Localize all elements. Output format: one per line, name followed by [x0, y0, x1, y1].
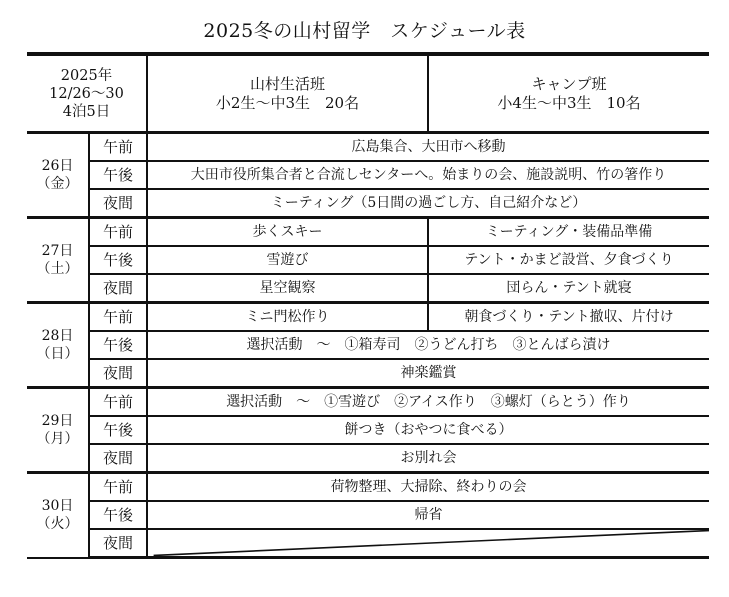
group-b-header [428, 54, 709, 133]
nights-days-label: 4泊5日 [62, 103, 111, 120]
activity-cell: ミーティング（5日間の過ごし方、自己紹介など） [147, 189, 709, 218]
day-date: 26日 [41, 158, 74, 174]
day-weekday: （日） [36, 346, 79, 362]
table-row [27, 529, 709, 558]
table-row [27, 303, 709, 332]
header-row [27, 54, 709, 133]
day-cell-26 [27, 133, 89, 218]
day-cell-28 [27, 303, 89, 388]
date-range-label: 12/26～30 [49, 85, 124, 102]
period-cell: 夜間 [89, 189, 147, 218]
table-row [27, 246, 709, 274]
period-cell: 午前 [89, 133, 147, 162]
day-date: 27日 [41, 243, 74, 259]
day-date: 30日 [41, 498, 74, 515]
day-cell-29 [27, 388, 89, 473]
period-cell: 午後 [89, 246, 147, 274]
group-b-detail: 小4生～中3生 10名 [497, 93, 641, 112]
period-cell: 午後 [89, 416, 147, 444]
activity-cell: 選択活動 ～ ①箱寿司 ②うどん打ち ③とんばら漬け [147, 331, 709, 359]
activity-cell: お別れ会 [147, 444, 709, 473]
group-a-activity-cell: 歩くスキー [147, 218, 428, 247]
period-cell: 夜間 [89, 444, 147, 473]
activity-cell: 帰省 [147, 501, 709, 529]
day-cell-30 [27, 473, 89, 558]
activity-cell: 大田市役所集合者と合流しセンターへ。始まりの会、施設説明、竹の箸作り [147, 161, 709, 189]
period-cell: 夜間 [89, 274, 147, 303]
day-cell-27 [27, 218, 89, 303]
page-title: 2025冬の山村留学 スケジュール表 [203, 20, 526, 42]
period-cell: 午前 [89, 388, 147, 417]
table-row [27, 359, 709, 388]
period-cell: 夜間 [89, 529, 147, 558]
table-row [27, 444, 709, 473]
period-cell: 午前 [89, 218, 147, 247]
table-row [27, 189, 709, 218]
day-weekday: （金） [36, 176, 79, 192]
table-row [27, 218, 709, 247]
group-b-activity-cell: 団らん・テント就寝 [428, 274, 709, 303]
activity-cell: 荷物整理、大掃除、終わりの会 [147, 473, 709, 502]
period-cell: 午前 [89, 473, 147, 502]
period-summary-cell [27, 54, 147, 133]
period-cell: 午後 [89, 501, 147, 529]
day-weekday: （月） [36, 431, 79, 447]
activity-cell: 餅つき（おやつに食べる） [147, 416, 709, 444]
table-row [27, 274, 709, 303]
year-label: 2025年 [60, 67, 113, 84]
group-a-detail: 小2生～中3生 20名 [215, 93, 360, 112]
table-row [27, 473, 709, 502]
table-row [27, 416, 709, 444]
group-b-name: キャンプ班 [531, 74, 607, 93]
day-date: 29日 [41, 413, 74, 429]
table-row [27, 388, 709, 417]
day-date: 28日 [41, 328, 74, 344]
group-a-activity-cell: 雪遊び [147, 246, 428, 274]
group-a-name: 山村生活班 [249, 74, 325, 93]
activity-cell: 神楽鑑賞 [147, 359, 709, 388]
group-a-header [147, 54, 428, 133]
group-b-activity-cell: 朝食づくり・テント撤収、片付け [428, 303, 709, 332]
schedule-table [27, 52, 709, 559]
group-a-activity-cell: ミニ門松作り [147, 303, 428, 332]
diagonal-strike-line [148, 530, 709, 556]
table-row [27, 331, 709, 359]
table-row [27, 133, 709, 162]
group-b-activity-cell: テント・かまど設営、夕食づくり [428, 246, 709, 274]
period-cell: 午後 [89, 331, 147, 359]
group-a-activity-cell: 星空観察 [147, 274, 428, 303]
period-cell: 午前 [89, 303, 147, 332]
table-row [27, 501, 709, 529]
activity-cell: 選択活動 ～ ①雪遊び ②アイス作り ③螺灯（らとう）作り [147, 388, 709, 417]
table-row [27, 161, 709, 189]
activity-cell: 広島集合、大田市へ移動 [147, 133, 709, 162]
day-weekday: （土） [36, 261, 79, 277]
empty-activity-cell [147, 529, 709, 558]
period-cell: 午後 [89, 161, 147, 189]
period-cell: 夜間 [89, 359, 147, 388]
day-weekday: （火） [36, 516, 79, 533]
group-b-activity-cell: ミーティング・装備品準備 [428, 218, 709, 247]
